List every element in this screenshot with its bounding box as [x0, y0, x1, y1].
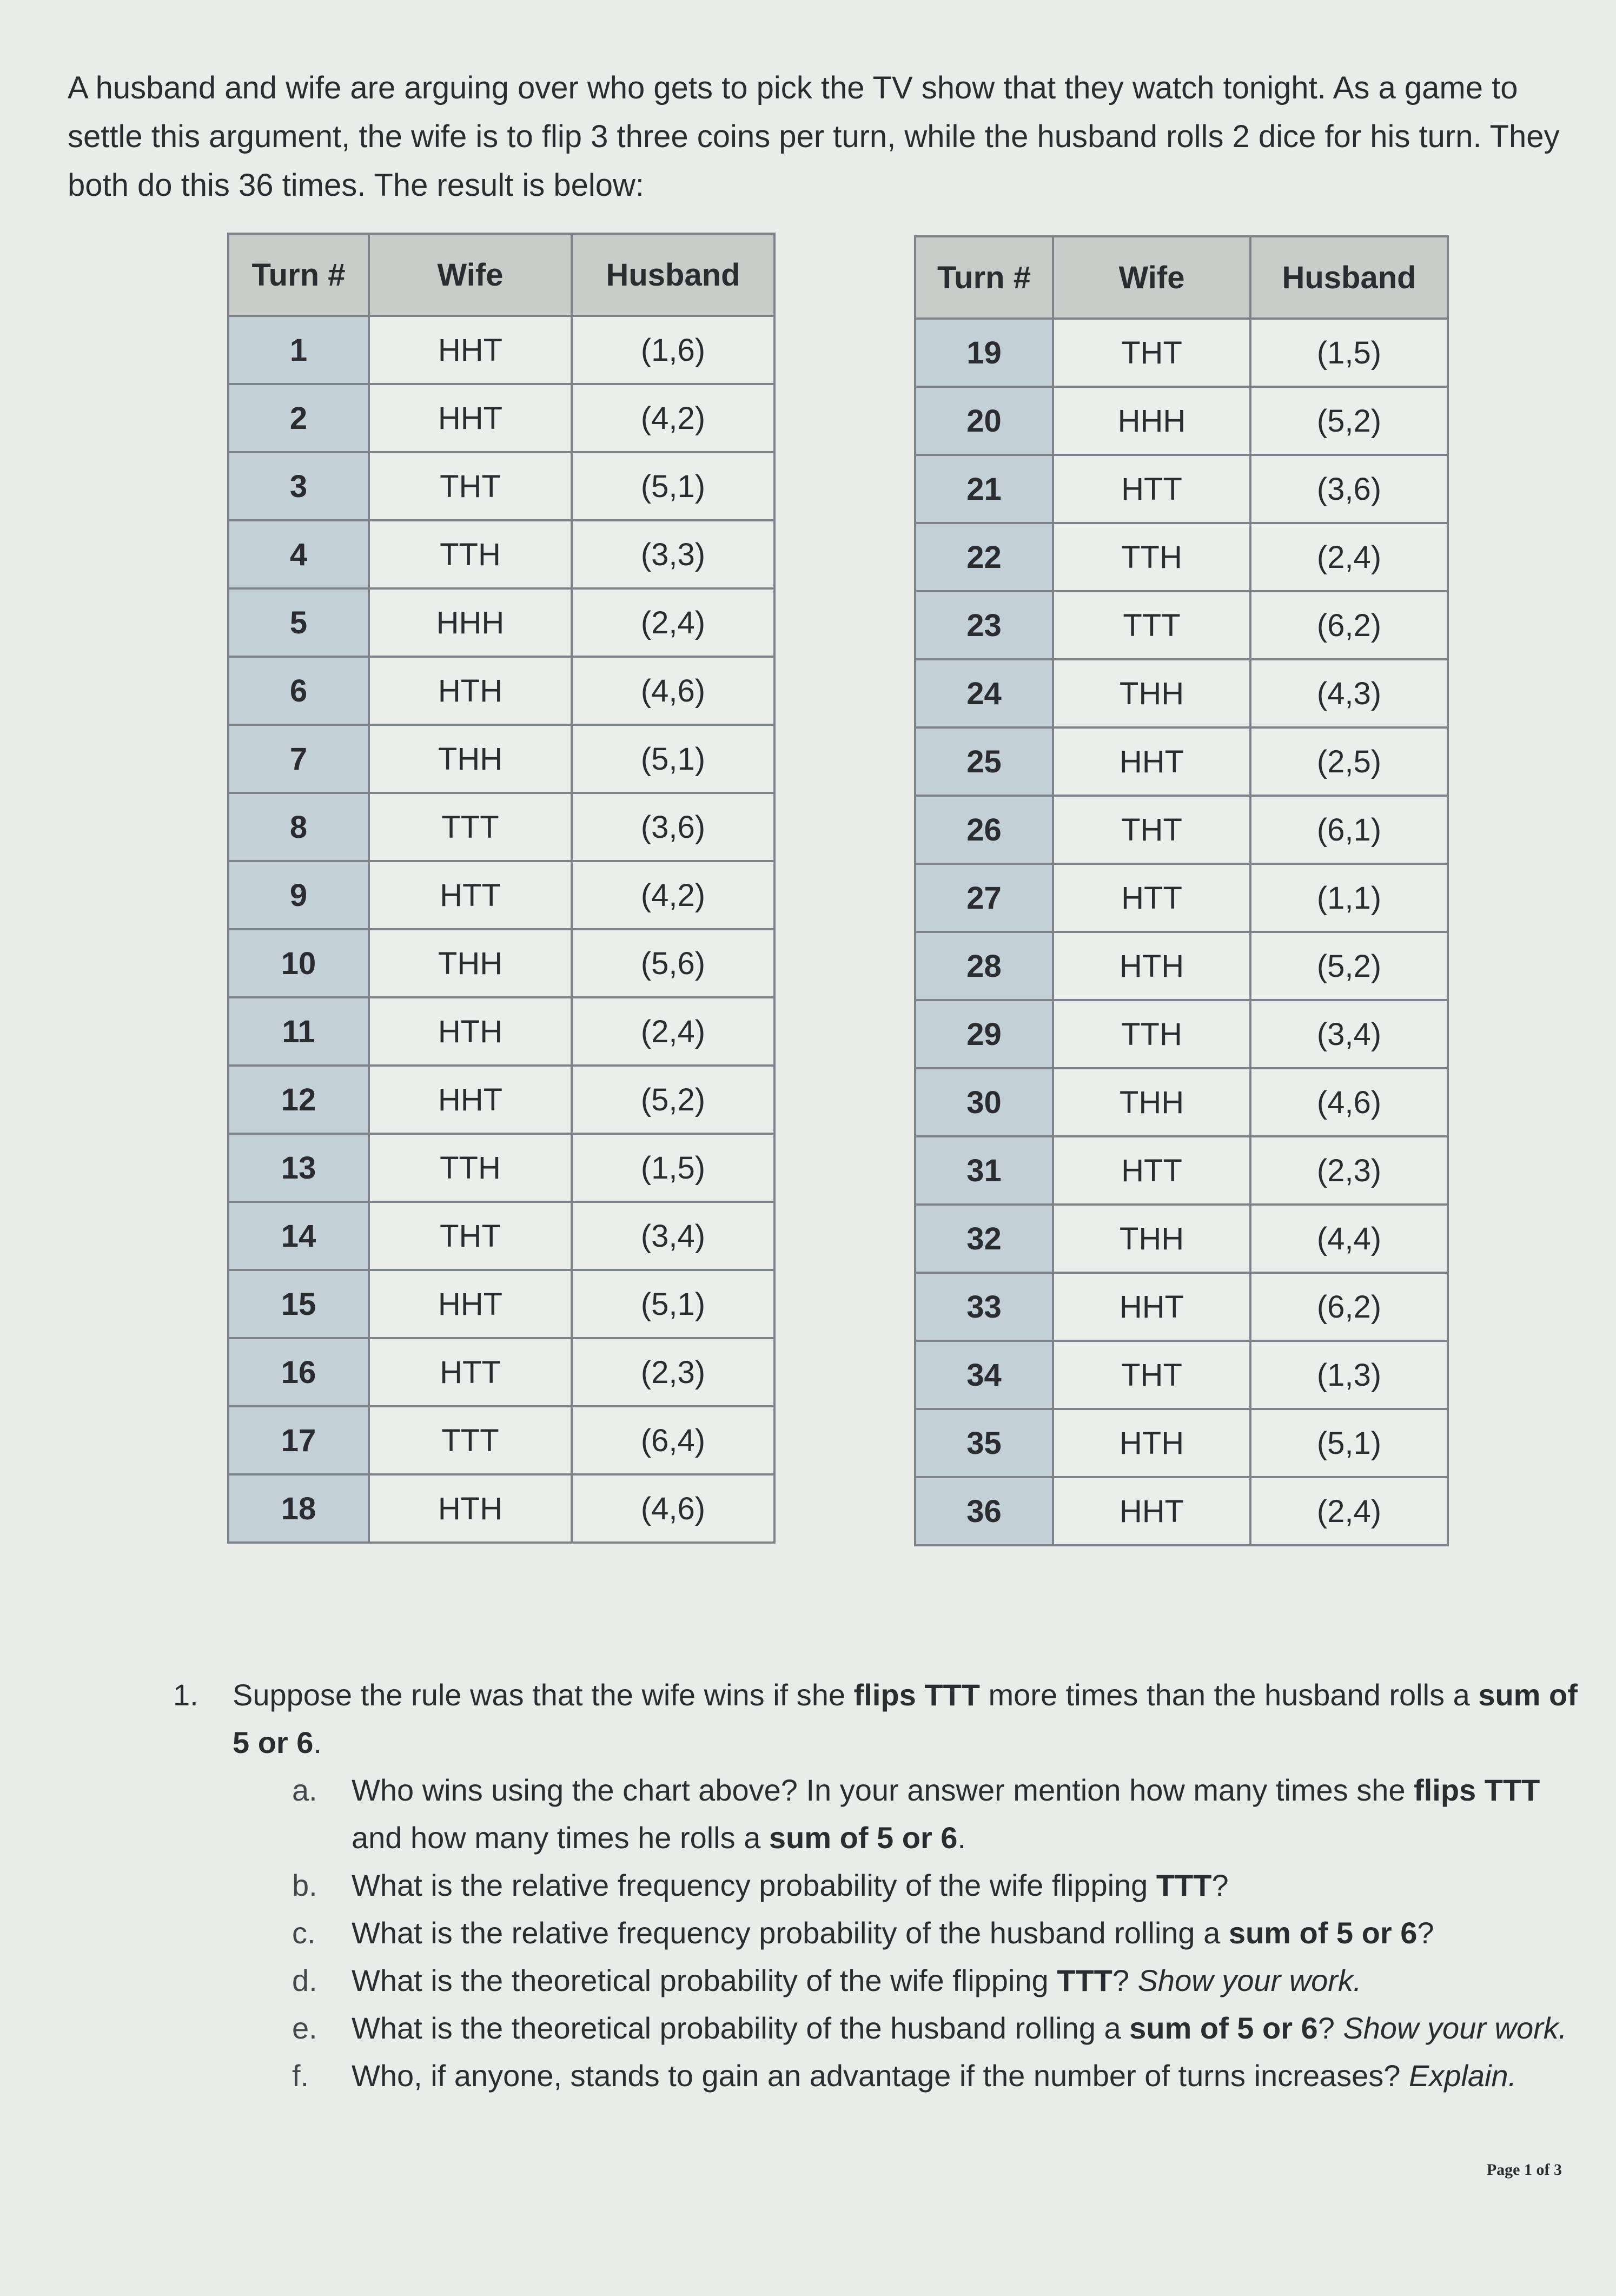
sub-question-text: What is the relative frequency probability of the husband rolling a sum of 5 or 6? [352, 1916, 1434, 1950]
table-row [915, 523, 1448, 591]
husband-result-cell: (6,1) [1250, 796, 1448, 864]
husband-result-cell: (2,3) [572, 1338, 774, 1406]
turn-cell: 30 [915, 1068, 1053, 1136]
table-row [228, 452, 774, 520]
turn-cell: 34 [915, 1341, 1053, 1409]
table-header-row [915, 236, 1448, 319]
turn-cell: 15 [228, 1270, 369, 1338]
husband-result-cell: (1,5) [1250, 319, 1448, 387]
turn-cell: 14 [228, 1202, 369, 1270]
sub-question-list [292, 1766, 1579, 2100]
table-row [915, 727, 1448, 796]
wife-result-cell: THH [1053, 1205, 1250, 1273]
wife-result-cell: HTT [369, 1338, 572, 1406]
wife-result-cell: HHH [1053, 387, 1250, 455]
husband-result-cell: (2,4) [572, 588, 774, 657]
table-row [228, 725, 774, 793]
husband-result-cell: (2,4) [572, 997, 774, 1066]
turn-cell: 6 [228, 657, 369, 725]
sub-question-c [292, 1909, 1579, 1957]
table-row [915, 659, 1448, 727]
sub-question-letter: e. [292, 2011, 317, 2045]
wife-result-cell: HHT [369, 1270, 572, 1338]
turn-cell: 33 [915, 1273, 1053, 1341]
table-row [915, 932, 1448, 1000]
wife-result-cell: HTH [1053, 932, 1250, 1000]
table-row [228, 1270, 774, 1338]
sub-question-letter: f. [292, 2059, 309, 2093]
wife-result-cell: HHT [369, 316, 572, 384]
turn-cell: 26 [915, 796, 1053, 864]
questions-section [173, 1671, 1579, 2100]
table-row [915, 1273, 1448, 1341]
table-row [228, 1134, 774, 1202]
husband-result-cell: (5,6) [572, 929, 774, 997]
results-table-left [227, 233, 776, 1544]
turn-cell: 22 [915, 523, 1053, 591]
table-row [915, 1409, 1448, 1477]
table-row [915, 319, 1448, 387]
table-row [228, 997, 774, 1066]
wife-result-cell: HTH [369, 997, 572, 1066]
turn-cell: 29 [915, 1000, 1053, 1068]
turn-cell: 1 [228, 316, 369, 384]
table-row [915, 864, 1448, 932]
wife-result-cell: HHT [369, 384, 572, 452]
turn-cell: 9 [228, 861, 369, 929]
table-row [228, 861, 774, 929]
page-number: Page 1 of 3 [1486, 2161, 1562, 2179]
sub-question-letter: d. [292, 1963, 317, 1997]
question-1-text: Suppose the rule was that the wife wins if she flips TTT more times than the husband rolls a sum of 5 or 6. [233, 1678, 1578, 1759]
table-row [228, 384, 774, 452]
sub-question-letter: b. [292, 1868, 317, 1902]
table-row [915, 591, 1448, 659]
wife-result-cell: HHT [1053, 1477, 1250, 1545]
table-row [228, 316, 774, 384]
turn-column-header: Turn # [915, 236, 1053, 319]
table-row [228, 657, 774, 725]
table-row [228, 520, 774, 588]
turn-cell: 7 [228, 725, 369, 793]
husband-result-cell: (4,3) [1250, 659, 1448, 727]
table-row [915, 1068, 1448, 1136]
turn-cell: 2 [228, 384, 369, 452]
wife-result-cell: HHT [1053, 1273, 1250, 1341]
wife-result-cell: THH [369, 929, 572, 997]
sub-question-letter: c. [292, 1916, 316, 1950]
table-row [915, 387, 1448, 455]
husband-result-cell: (3,4) [572, 1202, 774, 1270]
turn-cell: 35 [915, 1409, 1053, 1477]
table-row [228, 929, 774, 997]
wife-result-cell: HTT [1053, 864, 1250, 932]
turn-column-header: Turn # [228, 234, 369, 316]
sub-question-text: What is the theoretical probability of the husband rolling a sum of 5 or 6? Show your work. [352, 2011, 1567, 2045]
sub-question-f [292, 2052, 1579, 2100]
husband-result-cell: (2,5) [1250, 727, 1448, 796]
table-row [228, 1406, 774, 1474]
turn-cell: 31 [915, 1136, 1053, 1205]
husband-result-cell: (4,6) [572, 657, 774, 725]
turn-cell: 20 [915, 387, 1053, 455]
turn-cell: 8 [228, 793, 369, 861]
wife-result-cell: TTH [1053, 523, 1250, 591]
husband-result-cell: (1,6) [572, 316, 774, 384]
husband-result-cell: (5,1) [1250, 1409, 1448, 1477]
wife-result-cell: HTT [369, 861, 572, 929]
wife-column-header: Wife [1053, 236, 1250, 319]
husband-result-cell: (6,4) [572, 1406, 774, 1474]
turn-cell: 25 [915, 727, 1053, 796]
sub-question-text: What is the relative frequency probability of the wife flipping TTT? [352, 1868, 1229, 1902]
husband-result-cell: (5,1) [572, 452, 774, 520]
table-row [915, 1000, 1448, 1068]
husband-result-cell: (4,4) [1250, 1205, 1448, 1273]
table-row [228, 1474, 774, 1543]
husband-result-cell: (5,2) [1250, 932, 1448, 1000]
wife-result-cell: TTT [369, 793, 572, 861]
husband-result-cell: (1,1) [1250, 864, 1448, 932]
turn-cell: 17 [228, 1406, 369, 1474]
husband-result-cell: (1,3) [1250, 1341, 1448, 1409]
husband-result-cell: (6,2) [1250, 1273, 1448, 1341]
turn-cell: 3 [228, 452, 369, 520]
wife-result-cell: THH [1053, 1068, 1250, 1136]
husband-result-cell: (5,1) [572, 1270, 774, 1338]
wife-result-cell: HHH [369, 588, 572, 657]
intro-paragraph: A husband and wife are arguing over who gets to pick the TV show that they watch tonight. As a game to settle this argument, the wife is to flip 3 three coins per turn, while the husband rolls 2 dice for his turn. They both do this 36 times. The result is below: [68, 70, 1560, 203]
table-row [228, 1066, 774, 1134]
husband-column-header: Husband [572, 234, 774, 316]
turn-cell: 5 [228, 588, 369, 657]
wife-result-cell: HTH [1053, 1409, 1250, 1477]
table-header-row [228, 234, 774, 316]
turn-cell: 11 [228, 997, 369, 1066]
sub-question-b [292, 1862, 1579, 1909]
results-table-right [914, 235, 1449, 1546]
turn-cell: 36 [915, 1477, 1053, 1545]
husband-result-cell: (4,2) [572, 861, 774, 929]
wife-result-cell: THT [369, 1202, 572, 1270]
turn-cell: 23 [915, 591, 1053, 659]
turn-cell: 32 [915, 1205, 1053, 1273]
wife-column-header: Wife [369, 234, 572, 316]
wife-result-cell: THH [1053, 659, 1250, 727]
wife-result-cell: HTT [1053, 1136, 1250, 1205]
husband-result-cell: (5,2) [572, 1066, 774, 1134]
sub-question-text: What is the theoretical probability of the wife flipping TTT? Show your work. [352, 1963, 1362, 1997]
table-row [228, 793, 774, 861]
wife-result-cell: TTT [1053, 591, 1250, 659]
husband-result-cell: (2,4) [1250, 523, 1448, 591]
wife-result-cell: TTT [369, 1406, 572, 1474]
turn-cell: 12 [228, 1066, 369, 1134]
sub-question-d [292, 1957, 1579, 2004]
husband-result-cell: (4,6) [1250, 1068, 1448, 1136]
husband-column-header: Husband [1250, 236, 1448, 319]
turn-cell: 19 [915, 319, 1053, 387]
turn-cell: 13 [228, 1134, 369, 1202]
wife-result-cell: HTH [369, 657, 572, 725]
turn-cell: 28 [915, 932, 1053, 1000]
table-row [915, 1477, 1448, 1545]
husband-result-cell: (4,6) [572, 1474, 774, 1543]
turn-cell: 24 [915, 659, 1053, 727]
turn-cell: 27 [915, 864, 1053, 932]
table-row [228, 1338, 774, 1406]
sub-question-text: Who wins using the chart above? In your answer mention how many times she flips TTT and how many times he rolls a sum of 5 or 6. [352, 1773, 1540, 1855]
wife-result-cell: HHT [369, 1066, 572, 1134]
wife-result-cell: TTH [1053, 1000, 1250, 1068]
table-row [915, 1341, 1448, 1409]
husband-result-cell: (3,4) [1250, 1000, 1448, 1068]
table-row [915, 796, 1448, 864]
husband-result-cell: (3,3) [572, 520, 774, 588]
husband-result-cell: (5,2) [1250, 387, 1448, 455]
wife-result-cell: HTH [369, 1474, 572, 1543]
sub-question-a [292, 1766, 1579, 1862]
husband-result-cell: (3,6) [572, 793, 774, 861]
sub-question-e [292, 2004, 1579, 2052]
table-body-right [915, 319, 1448, 1545]
husband-result-cell: (5,1) [572, 725, 774, 793]
husband-result-cell: (6,2) [1250, 591, 1448, 659]
wife-result-cell: HHT [1053, 727, 1250, 796]
husband-result-cell: (1,5) [572, 1134, 774, 1202]
wife-result-cell: TTH [369, 1134, 572, 1202]
question-number: 1. [173, 1678, 198, 1712]
table-row [915, 1205, 1448, 1273]
turn-cell: 21 [915, 455, 1053, 523]
table-row [915, 1136, 1448, 1205]
wife-result-cell: THH [369, 725, 572, 793]
husband-result-cell: (4,2) [572, 384, 774, 452]
turn-cell: 16 [228, 1338, 369, 1406]
wife-result-cell: THT [1053, 796, 1250, 864]
table-row [915, 455, 1448, 523]
turn-cell: 4 [228, 520, 369, 588]
wife-result-cell: HTT [1053, 455, 1250, 523]
sub-question-text: Who, if anyone, stands to gain an advantage if the number of turns increases? Explain. [352, 2059, 1517, 2093]
wife-result-cell: THT [1053, 319, 1250, 387]
husband-result-cell: (3,6) [1250, 455, 1448, 523]
table-row [228, 1202, 774, 1270]
table-body-left [228, 316, 774, 1543]
wife-result-cell: THT [369, 452, 572, 520]
turn-cell: 10 [228, 929, 369, 997]
question-1 [173, 1671, 1579, 1766]
sub-question-letter: a. [292, 1773, 317, 1807]
turn-cell: 18 [228, 1474, 369, 1543]
wife-result-cell: TTH [369, 520, 572, 588]
table-row [228, 588, 774, 657]
husband-result-cell: (2,4) [1250, 1477, 1448, 1545]
husband-result-cell: (2,3) [1250, 1136, 1448, 1205]
wife-result-cell: THT [1053, 1341, 1250, 1409]
